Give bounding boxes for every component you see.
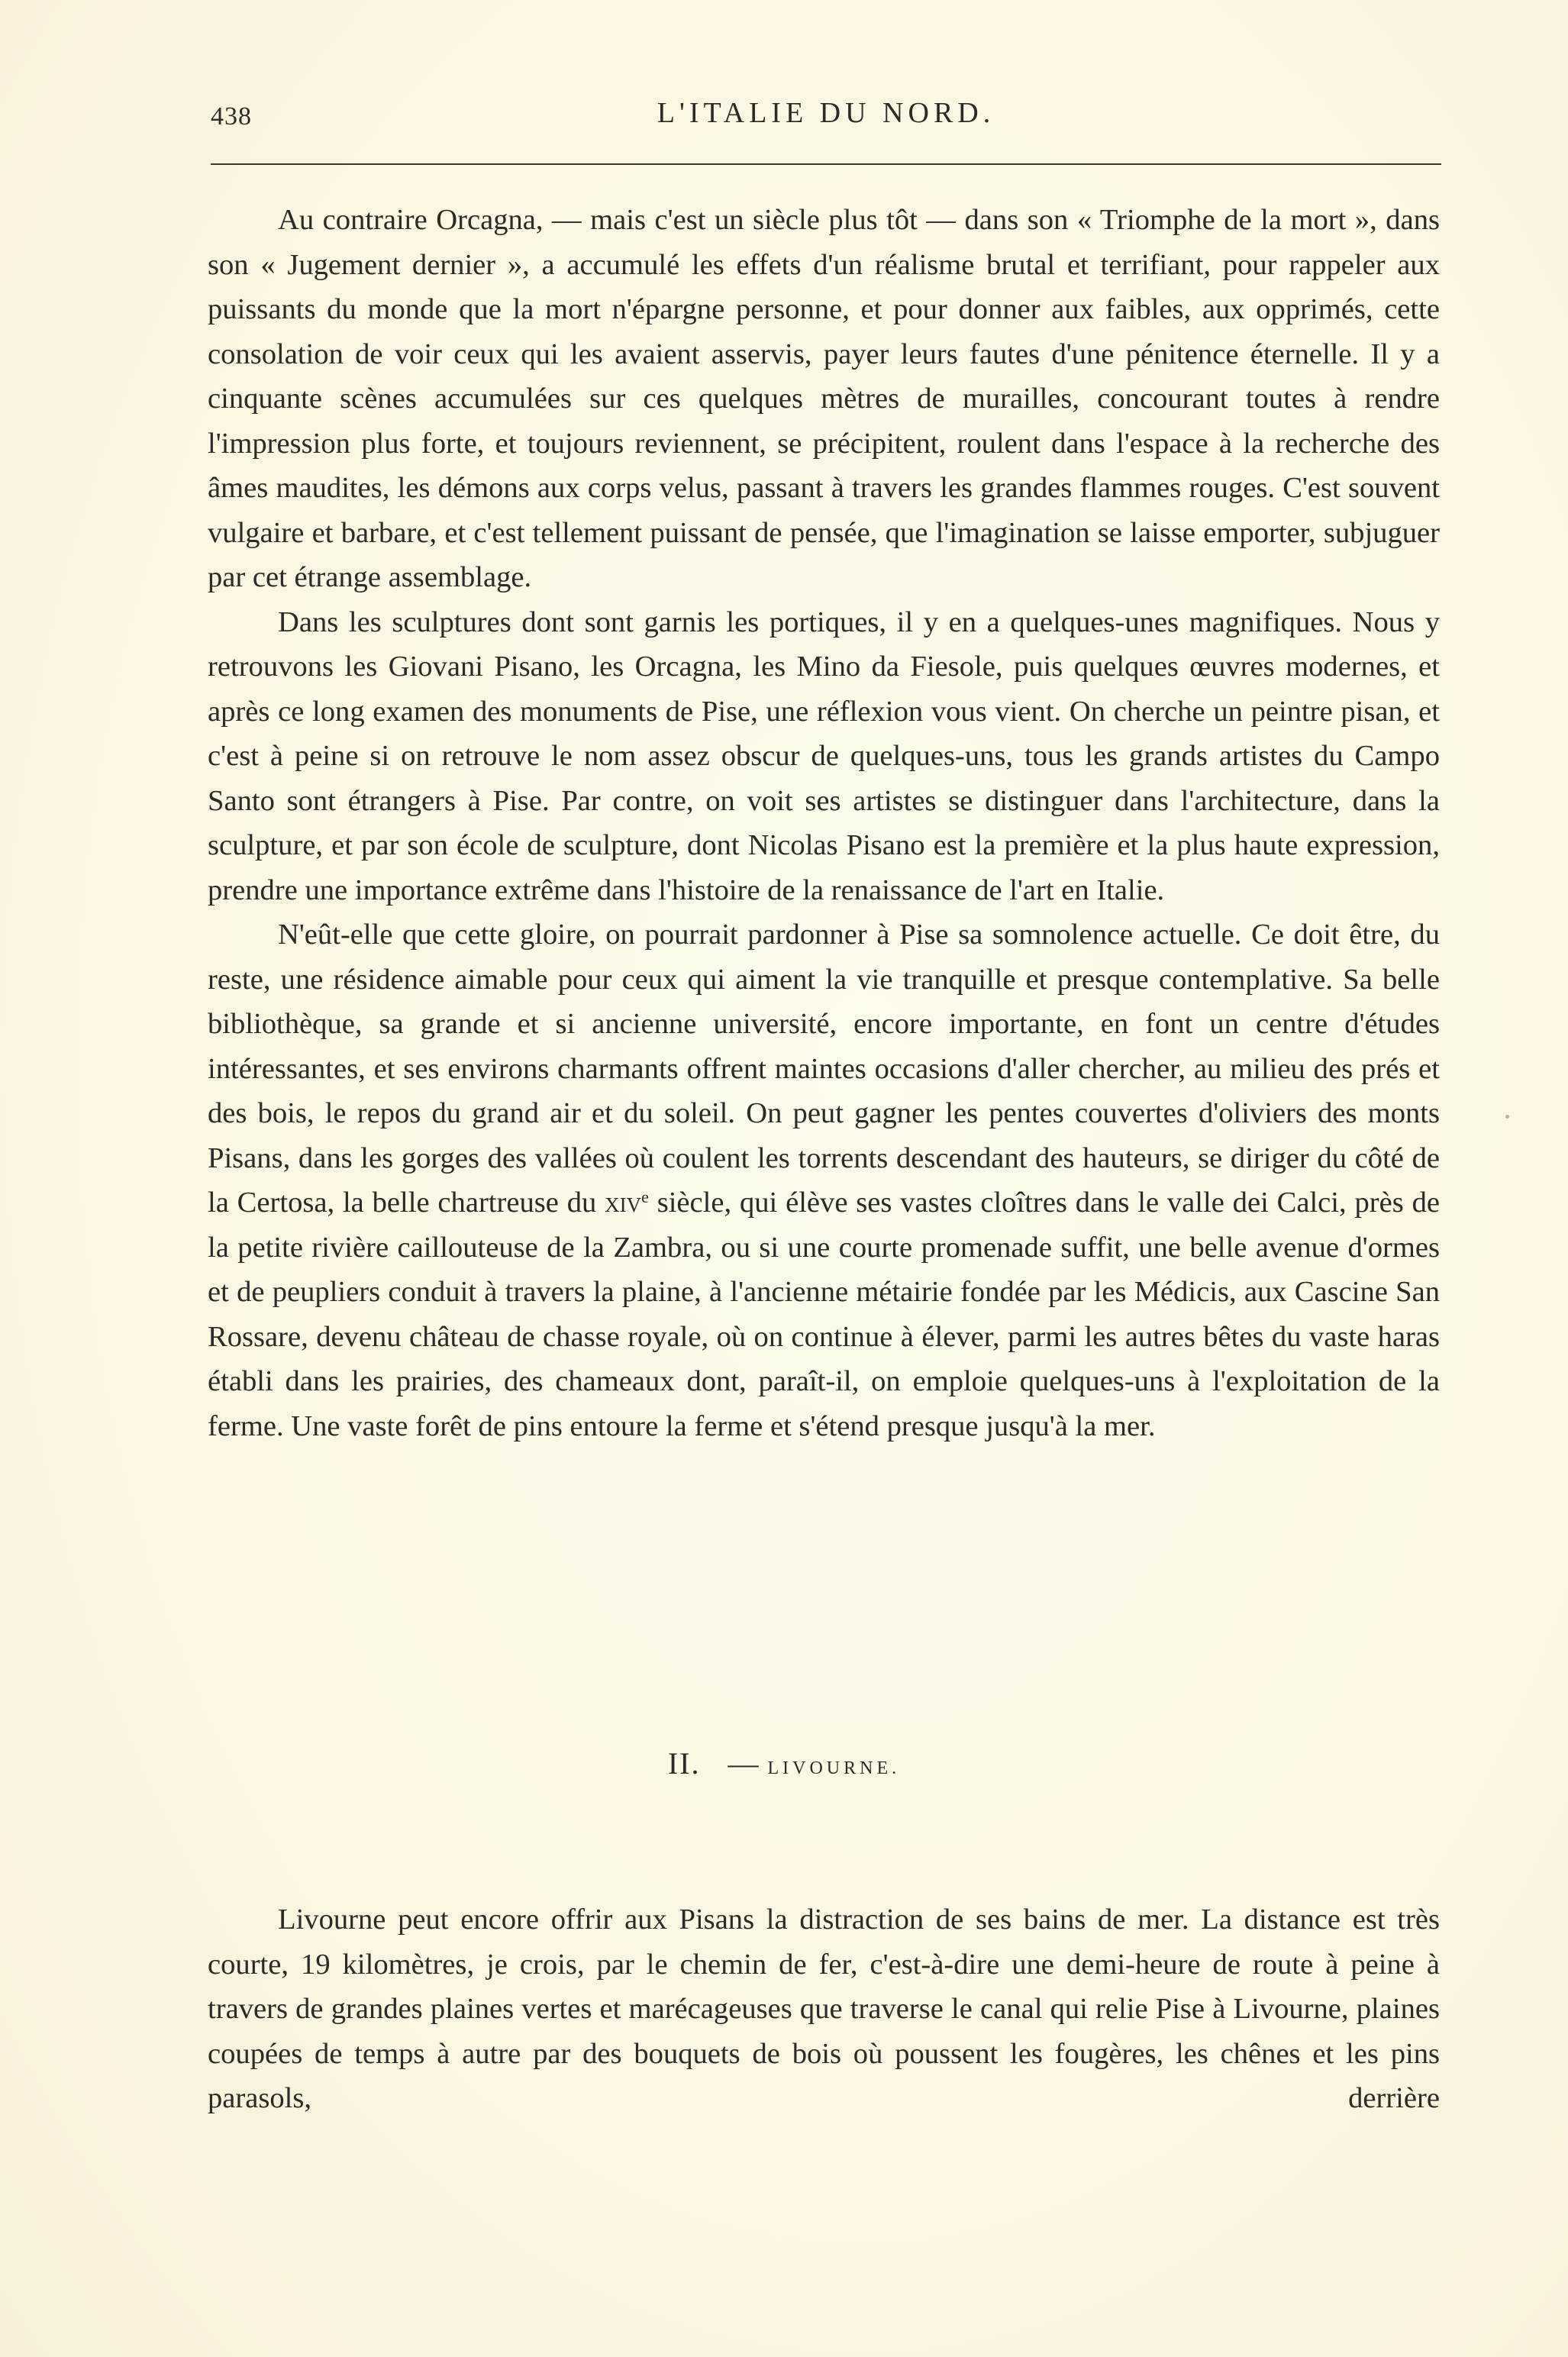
section-heading bbox=[0, 1745, 1568, 1781]
paragraph-sculptures: Dans les sculptures dont sont garnis les portiques, il y en a quelques-unes magnifiques. Nous y retrouvons les Giovani Pisano, les Orcagna, les Mino da Fiesole, puis quelques œuvres modernes, et après ce long examen des monuments de Pise, une réflexion vous vient. On cherche un peintre pisan, et c'est à peine si on retrouve le nom assez obscur de quelques-uns, tous les grands artistes du Campo Santo sont étrangers à Pise. Par contre, on voit ses artistes se distinguer dans l'architecture, dans la sculpture, et par son école de sculpture, dont Nicolas Pisano est la première et la plus haute expression, prendre une importance extrême dans l'histoire de la renaissance de l'art en Italie. bbox=[208, 605, 1440, 906]
paper-speck bbox=[1505, 1115, 1509, 1119]
text-block-bottom bbox=[208, 1897, 1440, 2121]
section-number: II. bbox=[667, 1746, 701, 1781]
text-block-top bbox=[208, 198, 1440, 1448]
paragraph-pise-residence bbox=[208, 912, 1440, 1448]
paragraph-orcagna: Au contraire Orcagna, — mais c'est un siècle plus tôt — dans son « Triomphe de la mort », dans son « Jugement dernier », a accumulé les effets d'un réalisme brutal et terrifiant, pour rappeler aux puissants du monde que la mort n'épargne personne, et pour donner aux faibles, aux opprimés, cette consolation de voir ceux qui les avaient asservis, payer leurs fautes d'une pénitence éternelle. Il y a cinquante scènes accumulées sur ces quelques mètres de murailles, concourant toutes à rendre l'impression plus forte, et toujours reviennent, se précipitent, roulent dans l'espace à la recherche des âmes maudites, les démons aux corps velus, passant à travers les grandes flammes rouges. C'est souvent vulgaire et barbare, et c'est tellement puissant de pensée, que l'imagination se laisse emporter, subjuguer par cet étrange assemblage. bbox=[208, 204, 1440, 593]
running-head bbox=[211, 90, 1441, 136]
paragraph-livourne: Livourne peut encore offrir aux Pisans la distraction de ses bains de mer. La distance est très courte, 19 kilomètres, je crois, par le chemin de fer, c'est-à-dire une demi-heure de route à peine à travers de grandes plaines vertes et marécageuses que traverse le canal qui relie Pise à Livourne, plaines coupées de temps à autre par des bouquets de bois où poussent les fougères, les chênes et les pins parasols, derrière bbox=[208, 1903, 1440, 2114]
century-numeral: xiv bbox=[605, 1187, 642, 1219]
century-superscript: e bbox=[641, 1187, 649, 1206]
header-rule bbox=[211, 163, 1441, 165]
running-title: L'ITALIE DU NORD. bbox=[657, 97, 995, 129]
section-title: LIVOURNE. bbox=[767, 1758, 901, 1778]
section-dash: — bbox=[728, 1746, 759, 1781]
page-number: 438 bbox=[211, 102, 252, 131]
paragraph-text-end: siècle, qui élève ses vastes cloîtres dans le valle dei Calci, près de la petite rivière caillouteuse de la Zambra, ou si une courte promenade suffit, une belle avenue d'ormes et de peupliers conduit à travers la plaine, à l'ancienne métairie fondée par les Médicis, aux Cascine San Rossare, devenu château de chasse royale, où on continue à élever, parmi les autres bêtes du vaste haras établi dans les prairies, des chameaux dont, paraît-il, on emploie quelques-uns à l'exploitation de la ferme. Une vaste forêt de pins entoure la ferme et s'étend presque jusqu'à la mer. bbox=[208, 1187, 1440, 1442]
paragraph-text-start: N'eût-elle que cette gloire, on pourrait pardonner à Pise sa somnolence actuelle. Ce doit être, du reste, une résidence aimable pour ceux qui aiment la vie tranquille et presque contemplative. Sa belle bibliothèque, sa grande et si ancienne université, encore importante, en font un centre d'études intéressantes, et ses environs charmants offrent maintes occasions d'aller chercher, au milieu des prés et des bois, le repos du grand air et du soleil. On peut gagner les pentes couvertes d'oliviers des monts Pisans, dans les gorges des vallées où coulent les torrents descendant des hauteurs, se diriger du côté de la Certosa, la belle chartreuse du bbox=[208, 919, 1440, 1219]
